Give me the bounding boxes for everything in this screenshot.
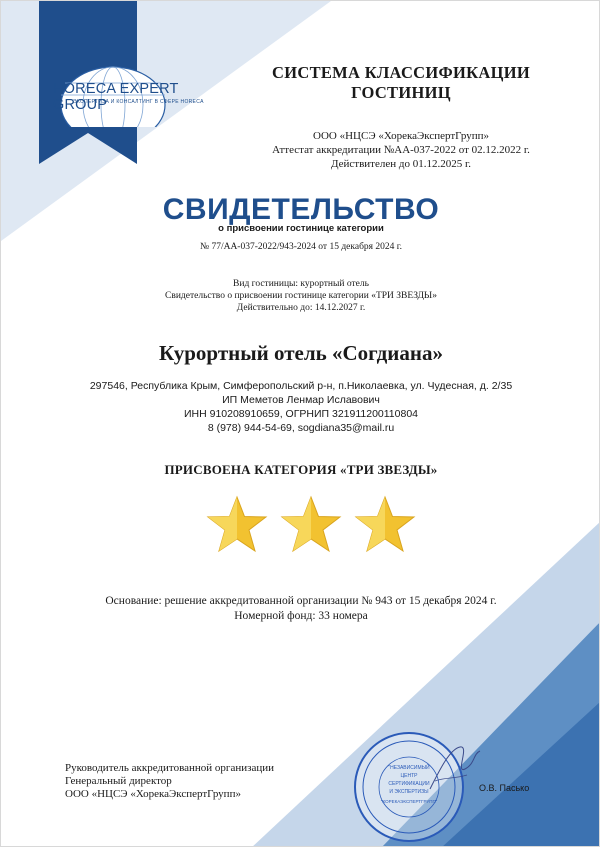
director-block bbox=[65, 762, 345, 801]
room-count: Номерной фонд: 33 номера bbox=[234, 610, 368, 622]
organization-block bbox=[241, 129, 561, 171]
signature-scribble bbox=[425, 739, 485, 799]
system-title bbox=[241, 63, 561, 103]
accreditation: Аттестат аккредитации №АА-037-2022 от 02.12.2022 г. bbox=[272, 144, 530, 156]
certificate-title: СВИДЕТЕЛЬСТВО bbox=[162, 193, 440, 226]
hotel-contacts bbox=[61, 379, 541, 435]
star-icon bbox=[280, 495, 342, 553]
assigned-category: ПРИСВОЕНА КАТЕГОРИЯ «ТРИ ЗВЕЗДЫ» bbox=[164, 462, 438, 477]
hotel-owner: ИП Меметов Ленмар Иславович bbox=[222, 394, 380, 406]
hotel-name: Курортный отель «Согдиана» bbox=[159, 341, 443, 365]
certificate-number: № 77/АА-037-2022/943-2024 от 15 декабря 2024 г. bbox=[200, 242, 402, 252]
category-line: Свидетельство о присвоении гостинице категории «ТРИ ЗВЕЗДЫ» bbox=[165, 291, 437, 301]
seal-text-4: И ЭКСПЕРТИЗЫ bbox=[389, 789, 429, 795]
hotel-contact: 8 (978) 944-54-69, sogdiana35@mail.ru bbox=[207, 422, 395, 434]
basis-block bbox=[61, 594, 541, 624]
basis-decision: Основание: решение аккредитованной организации № 943 от 15 декабря 2024 г. bbox=[105, 595, 497, 607]
signer-name: О.В. Пасько bbox=[479, 783, 530, 793]
logo-tagline: ЭКСПЕРТИЗА И КОНСАЛТИНГ В СФЕРЕ HORECA bbox=[73, 99, 204, 105]
director-line2: Генеральный директор bbox=[65, 775, 172, 787]
star-rating bbox=[206, 495, 416, 555]
seal-text-2: ЦЕНТР bbox=[400, 773, 418, 779]
hotel-type: Вид гостиницы: курортный отель bbox=[233, 279, 369, 289]
star-icon bbox=[206, 495, 268, 553]
hotel-ids: ИНН 910208910659, ОГРНИП 321911200110804 bbox=[183, 408, 419, 420]
logo-name: HORECA EXPERT GROUP bbox=[53, 81, 179, 113]
certificate-subtitle: о присвоении гостинице категории bbox=[218, 223, 384, 234]
org-name: ООО «НЦСЭ «ХорекаЭкспертГрупп» bbox=[313, 130, 489, 142]
certificate-valid: Действительно до: 14.12.2027 г. bbox=[236, 303, 366, 313]
seal-text-1: "НЕЗАВИСИМЫЙ bbox=[388, 765, 430, 771]
system-title-line1: СИСТЕМА КЛАССИФИКАЦИИ bbox=[272, 63, 530, 82]
accreditation-valid: Действителен до 01.12.2025 г. bbox=[331, 158, 471, 170]
certificate-details bbox=[81, 278, 521, 314]
director-line1: Руководитель аккредитованной организации bbox=[65, 762, 274, 774]
director-line3: ООО «НЦСЭ «ХорекаЭкспертГрупп» bbox=[65, 788, 241, 800]
seal-text-5: "ХОРЕКАЭКСПЕРТГРУПП" bbox=[380, 799, 438, 804]
hotel-address: 297546, Республика Крым, Симферопольский р-н, п.Николаевка, ул. Чудесная, д. 2/35 bbox=[89, 380, 513, 392]
seal-text-3: СЕРТИФИКАЦИИ bbox=[388, 781, 430, 787]
system-title-line2: ГОСТИНИЦ bbox=[351, 83, 451, 102]
star-icon bbox=[354, 495, 416, 553]
